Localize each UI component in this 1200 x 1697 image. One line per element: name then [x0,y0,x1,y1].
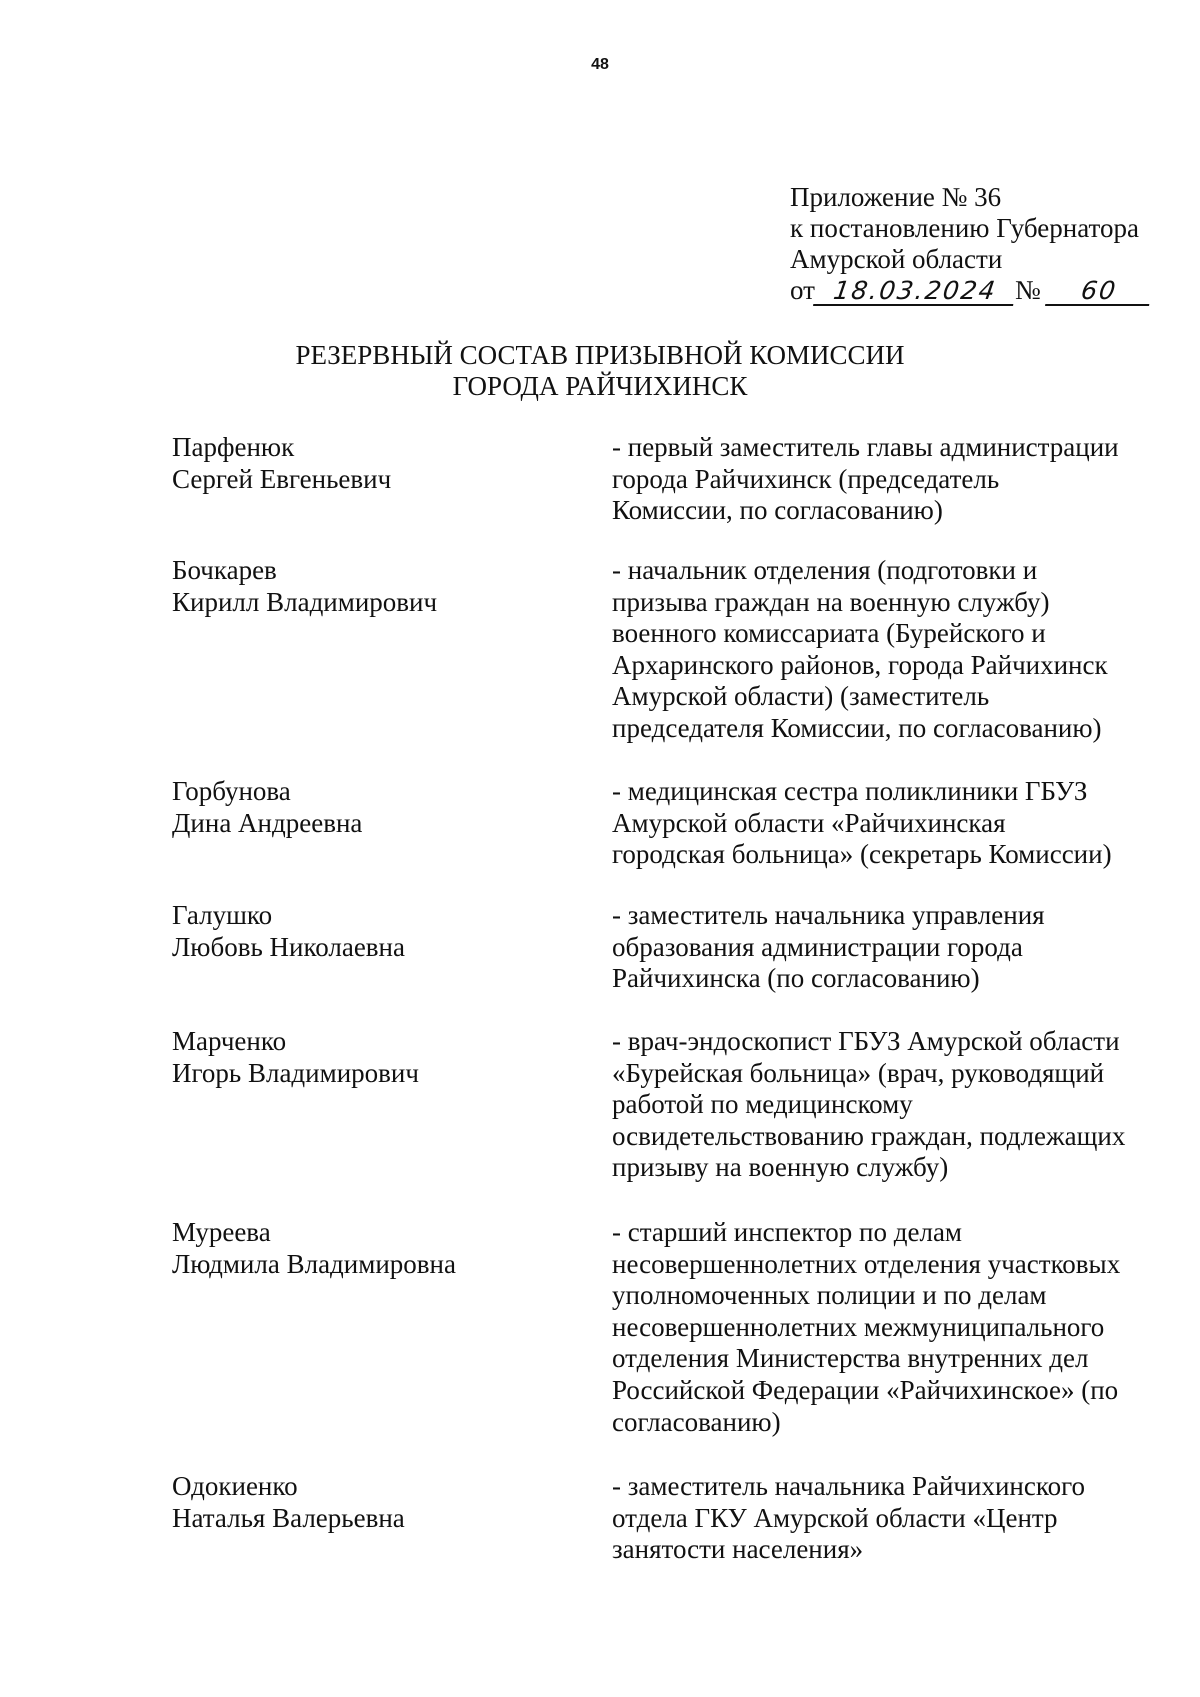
member-surname: Парфенюк [172,432,295,462]
role-line: Амурской области «Райчихинская [612,807,1006,838]
member-surname: Муреева [172,1217,271,1247]
role-line: образования администрации города [612,931,1023,962]
number-sign: № [1014,275,1041,305]
role-line: Амурской области) (заместитель [612,681,990,712]
appendix-block [790,182,1151,306]
role-line: отделения Министерства внутренних дел [612,1343,1089,1374]
member-surname: Марченко [172,1026,287,1056]
member-given-names: Кирилл Владимирович [172,586,438,617]
page-number: 48 [591,56,609,73]
role-line: города Райчихинск (председатель [612,463,1000,494]
role-line: несовершеннолетних отделения участковых [612,1248,1121,1279]
member-surname: Горбунова [172,776,291,806]
appendix-title: Приложение № 36 [790,182,1002,212]
member-name [172,900,405,963]
member-role [612,1217,1137,1438]
role-line: Архаринского районов, города Райчихинск [612,649,1108,680]
role-line: - начальник отделения (подготовки и [612,555,1038,585]
role-line: Российской Федерации «Райчихинское» (по [612,1374,1119,1405]
role-line: уполномоченных полиции и по делам [612,1280,1047,1311]
member-surname: Галушко [172,900,273,930]
appendix-reference: к постановлению Губернатора [790,213,1139,243]
role-line: председателя Комиссии, по согласованию) [612,712,1102,743]
role-line: согласованию) [612,1406,781,1437]
member-role [612,1026,1137,1184]
member-given-names: Дина Андреевна [172,807,363,838]
role-line: Райчихинска (по согласованию) [612,963,980,994]
role-line: - медицинская сестра поликлиники ГБУЗ [612,776,1088,806]
role-line: несовершеннолетних межмуниципального [612,1311,1105,1342]
member-surname: Одокиенко [172,1471,298,1501]
member-name [172,776,362,839]
member-role [612,1471,1137,1566]
member-role [612,432,1137,527]
role-line: призыву на военную службу) [612,1152,949,1183]
handwritten-number: 60 [1045,278,1153,306]
role-line: занятости населения» [612,1534,864,1565]
role-line: городская больница» (секретарь Комиссии) [612,839,1112,870]
handwritten-date: 18.03.2024 [813,278,1017,306]
member-role [612,555,1137,745]
role-line: - врач-эндоскопист ГБУЗ Амурской области [612,1026,1120,1056]
role-line: работой по медицинскому [612,1089,913,1120]
member-name [172,1217,456,1280]
role-line: призыва граждан на военную службу) [612,586,1050,617]
appendix-region: Амурской области [790,244,1003,274]
role-line: освидетельствованию граждан, подлежащих [612,1120,1126,1151]
member-role [612,776,1137,871]
member-given-names: Наталья Валерьевна [172,1502,405,1533]
member-name [172,1026,419,1089]
date-prefix: от [790,275,815,305]
role-line: - старший инспектор по делам [612,1217,963,1247]
member-given-names: Игорь Владимирович [172,1057,419,1088]
document-title [0,340,1200,402]
member-given-names: Любовь Николаевна [172,931,405,962]
role-line: - заместитель начальника Райчихинского [612,1471,1085,1501]
role-line: «Бурейская больница» (врач, руководящий [612,1057,1105,1088]
member-name [172,432,391,495]
role-line: отдела ГКУ Амурской области «Центр [612,1502,1058,1533]
role-line: - заместитель начальника управления [612,900,1045,930]
member-name [172,555,437,618]
role-line: Комиссии, по согласованию) [612,495,943,526]
member-role [612,900,1137,995]
member-given-names: Сергей Евгеньевич [172,463,392,494]
role-line: военного комиссариата (Бурейского и [612,618,1046,649]
member-name [172,1471,405,1534]
member-given-names: Людмила Владимировна [172,1248,456,1279]
title-line-1: РЕЗЕРВНЫЙ СОСТАВ ПРИЗЫВНОЙ КОМИССИИ [295,340,905,370]
role-line: - первый заместитель главы администрации [612,432,1119,462]
appendix-date-line [790,275,1151,306]
member-surname: Бочкарев [172,555,277,585]
title-line-2: ГОРОДА РАЙЧИХИНСК [452,371,748,401]
